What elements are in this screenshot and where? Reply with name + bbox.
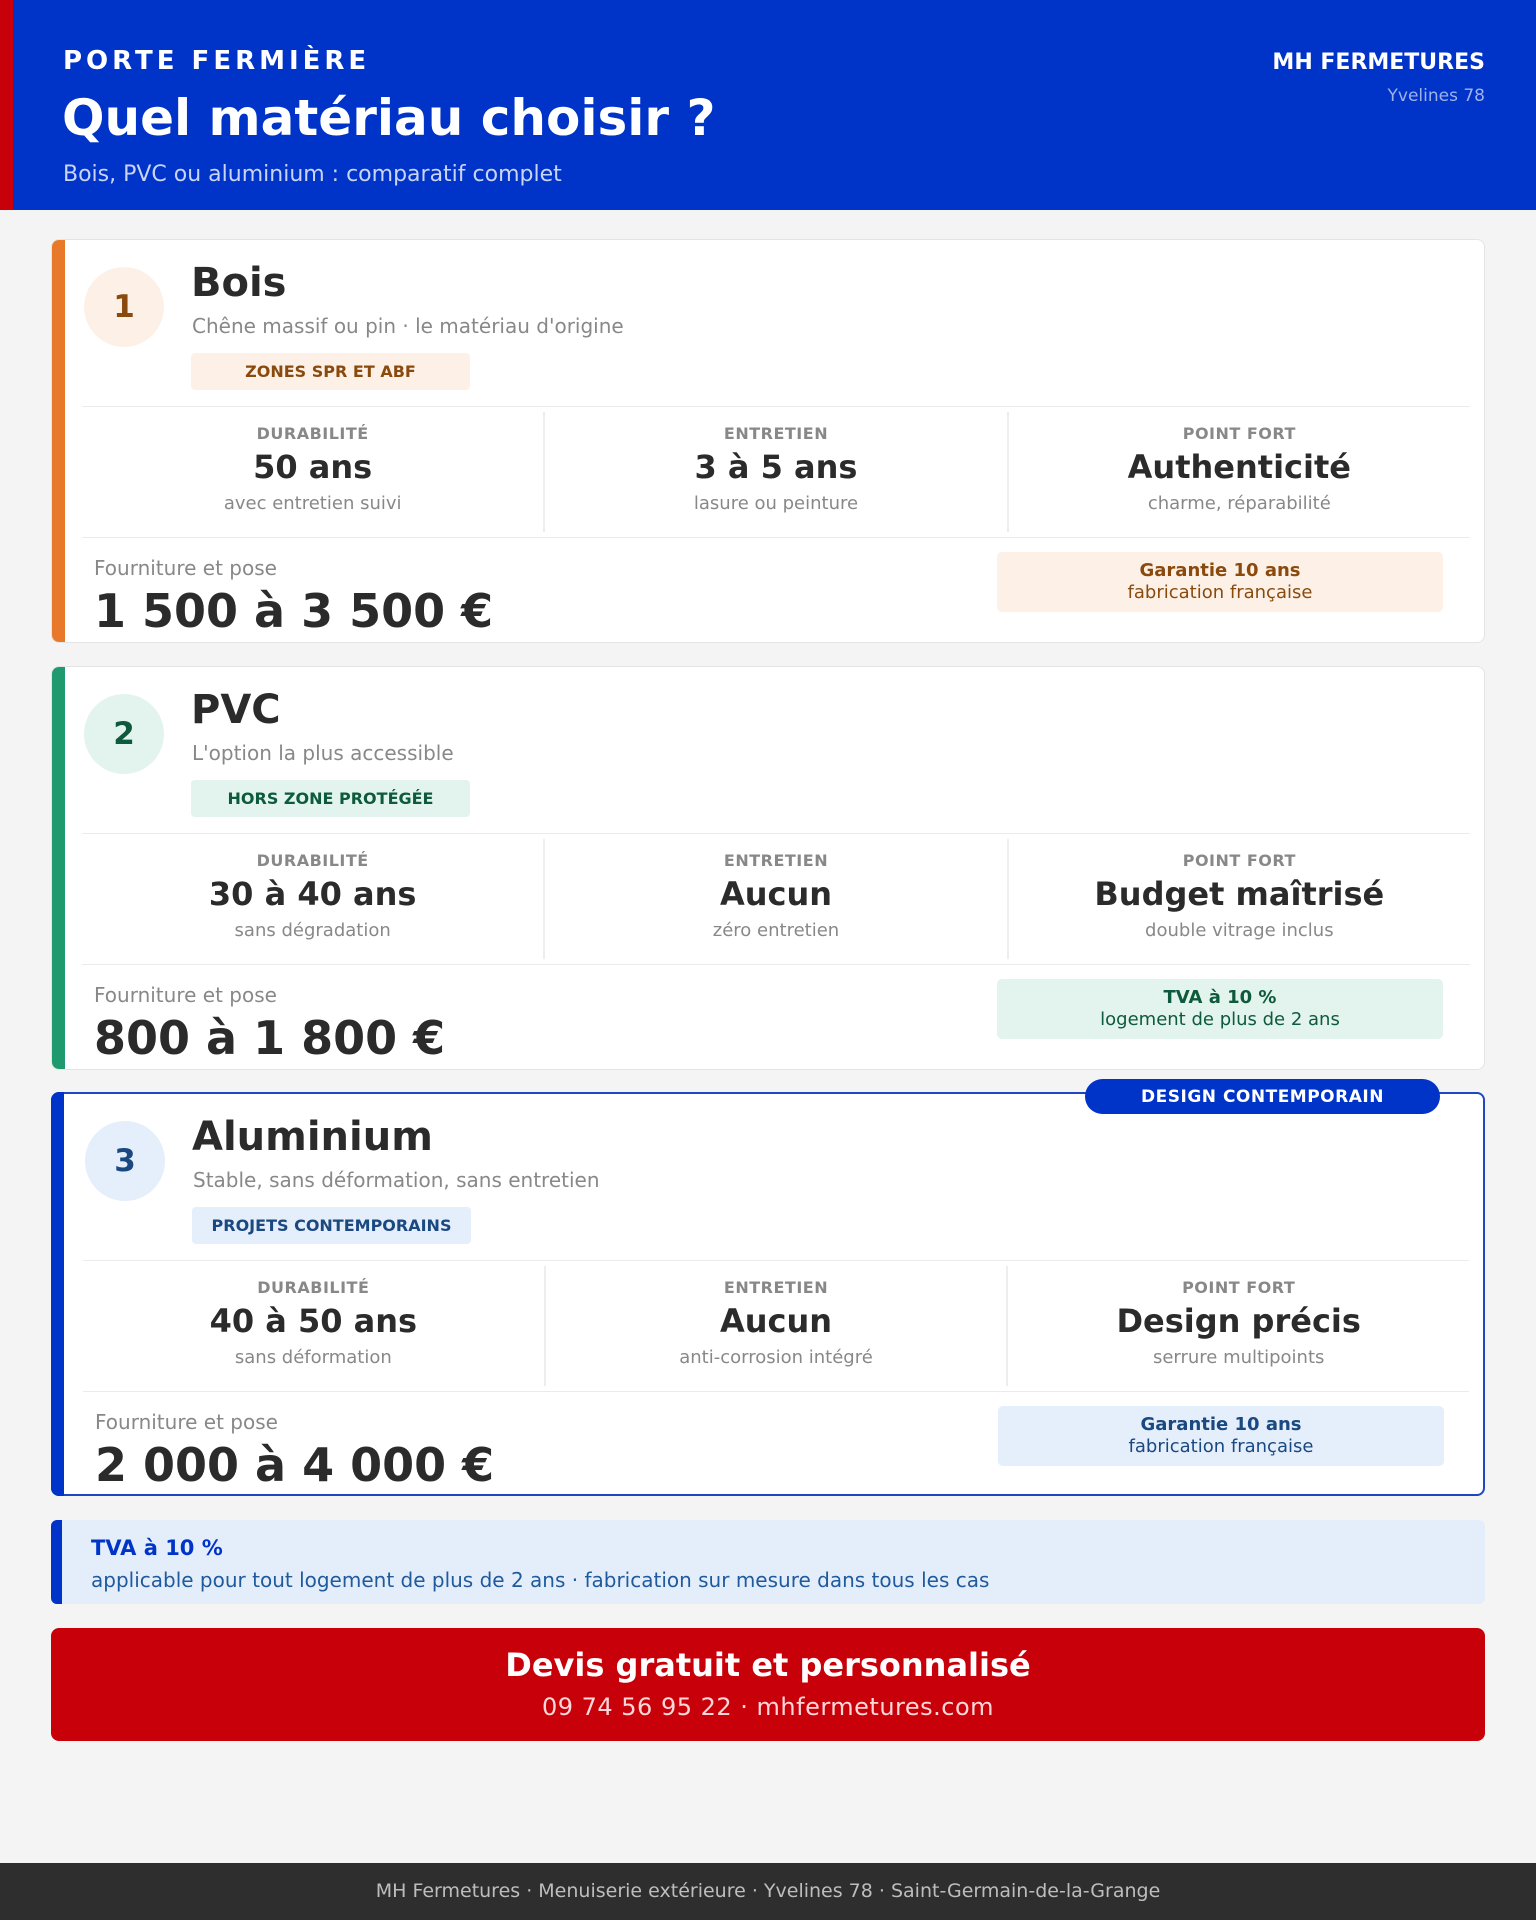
- page-header: [0, 0, 1536, 210]
- quote-cta-button[interactable]: [51, 1628, 1485, 1741]
- highlight-box: [998, 1406, 1444, 1466]
- page-subtitle: Bois, PVC ou aluminium : comparatif complet: [63, 162, 562, 187]
- brand-name: MH FERMETURES: [1272, 50, 1485, 75]
- card-title: Aluminium: [192, 1114, 433, 1160]
- stat-durabilite: [82, 839, 545, 959]
- price-range: 800 à 1 800 €: [94, 1011, 446, 1065]
- highlight-box: [997, 552, 1443, 612]
- stat-value: Budget maîtrisé: [1094, 875, 1385, 913]
- stat-value: 3 à 5 ans: [694, 448, 858, 486]
- stat-label: ENTRETIEN: [723, 424, 829, 443]
- stat-note: anti-corrosion intégré: [679, 1347, 873, 1368]
- stat-value: 30 à 40 ans: [208, 875, 417, 913]
- price-range: 2 000 à 4 000 €: [95, 1438, 495, 1492]
- stat-point-fort: [1009, 412, 1470, 532]
- card-number-badge: 2: [84, 694, 164, 774]
- page-title: Quel matériau choisir ?: [62, 89, 716, 147]
- card-number-badge: 3: [85, 1121, 165, 1201]
- stats-row: [83, 1266, 1469, 1386]
- stat-point-fort: [1008, 1266, 1469, 1386]
- highlight-box: [997, 979, 1443, 1039]
- divider: [82, 537, 1470, 538]
- highlight-title: TVA à 10 %: [1163, 987, 1277, 1008]
- material-card-bois: [51, 239, 1485, 643]
- stat-note: serrure multipoints: [1152, 1347, 1325, 1368]
- zone-tag: HORS ZONE PROTÉGÉE: [191, 780, 470, 817]
- stat-note: zéro entretien: [712, 920, 840, 941]
- divider: [82, 833, 1470, 834]
- stat-label: ENTRETIEN: [723, 851, 829, 870]
- card-accent-bar: [51, 1092, 64, 1496]
- price-label: Fourniture et pose: [94, 983, 277, 1007]
- stat-value: Aucun: [719, 1302, 833, 1340]
- banner-title: TVA à 10 %: [91, 1536, 223, 1560]
- featured-badge: DESIGN CONTEMPORAIN: [1085, 1079, 1440, 1114]
- material-card-pvc: [51, 666, 1485, 1070]
- zone-tag: PROJETS CONTEMPORAINS: [192, 1207, 471, 1244]
- tva-info-banner: [51, 1520, 1485, 1604]
- stats-row: [82, 412, 1470, 532]
- stat-value: Authenticité: [1127, 448, 1351, 486]
- stat-note: charme, réparabilité: [1147, 493, 1331, 514]
- stat-durabilite: [82, 412, 545, 532]
- stat-label: DURABILITÉ: [256, 424, 369, 443]
- card-tagline: L'option la plus accessible: [192, 741, 454, 765]
- stat-value: 40 à 50 ans: [209, 1302, 418, 1340]
- stat-note: avec entretien suivi: [223, 493, 402, 514]
- highlight-title: Garantie 10 ans: [1139, 560, 1301, 581]
- highlight-subtitle: logement de plus de 2 ans: [1100, 1009, 1340, 1030]
- stat-value: 50 ans: [253, 448, 373, 486]
- stat-note: double vitrage inclus: [1145, 920, 1334, 941]
- stat-label: DURABILITÉ: [256, 851, 369, 870]
- stat-note: sans dégradation: [234, 920, 391, 941]
- stat-label: POINT FORT: [1182, 424, 1296, 443]
- stat-entretien: [545, 839, 1008, 959]
- header-accent-stripe: [0, 0, 13, 210]
- divider: [82, 964, 1470, 965]
- header-kicker: PORTE FERMIÈRE: [63, 46, 371, 76]
- card-title: PVC: [191, 687, 281, 733]
- price-range: 1 500 à 3 500 €: [94, 584, 494, 638]
- stat-value: Design précis: [1116, 1302, 1361, 1340]
- material-card-aluminium: [51, 1086, 1485, 1496]
- stat-note: lasure ou peinture: [693, 493, 859, 514]
- cta-contact: 09 74 56 95 22 · mhfermetures.com: [541, 1693, 995, 1721]
- highlight-title: Garantie 10 ans: [1140, 1414, 1302, 1435]
- highlight-subtitle: fabrication française: [1128, 1436, 1314, 1457]
- card-accent-bar: [52, 667, 65, 1069]
- price-label: Fourniture et pose: [95, 1410, 278, 1434]
- card-number-badge: 1: [84, 267, 164, 347]
- stat-entretien: [545, 412, 1008, 532]
- card-tagline: Stable, sans déformation, sans entretien: [193, 1168, 600, 1192]
- card-tagline: Chêne massif ou pin · le matériau d'origine: [192, 314, 624, 338]
- zone-tag: ZONES SPR ET ABF: [191, 353, 470, 390]
- stat-point-fort: [1009, 839, 1470, 959]
- stat-label: POINT FORT: [1182, 851, 1296, 870]
- stat-label: DURABILITÉ: [257, 1278, 370, 1297]
- highlight-subtitle: fabrication française: [1127, 582, 1313, 603]
- stat-entretien: [546, 1266, 1009, 1386]
- price-label: Fourniture et pose: [94, 556, 277, 580]
- stat-value: Aucun: [719, 875, 833, 913]
- stat-label: POINT FORT: [1182, 1278, 1296, 1297]
- card-title: Bois: [191, 260, 287, 306]
- stats-row: [82, 839, 1470, 959]
- stat-durabilite: [83, 1266, 546, 1386]
- card-accent-bar: [52, 240, 65, 642]
- footer-text: MH Fermetures · Menuiserie extérieure · Yvelines 78 · Saint-Germain-de-la-Grange: [375, 1880, 1161, 1902]
- banner-accent-bar: [51, 1520, 62, 1604]
- page-footer: [0, 1863, 1536, 1920]
- brand-region: Yvelines 78: [1387, 86, 1485, 106]
- stat-label: ENTRETIEN: [723, 1278, 829, 1297]
- stat-note: sans déformation: [234, 1347, 392, 1368]
- divider: [83, 1260, 1469, 1261]
- cta-title: Devis gratuit et personnalisé: [505, 1646, 1031, 1684]
- banner-text: applicable pour tout logement de plus de 2 ans · fabrication sur mesure dans tous les cas: [91, 1568, 990, 1592]
- divider: [82, 406, 1470, 407]
- divider: [83, 1391, 1469, 1392]
